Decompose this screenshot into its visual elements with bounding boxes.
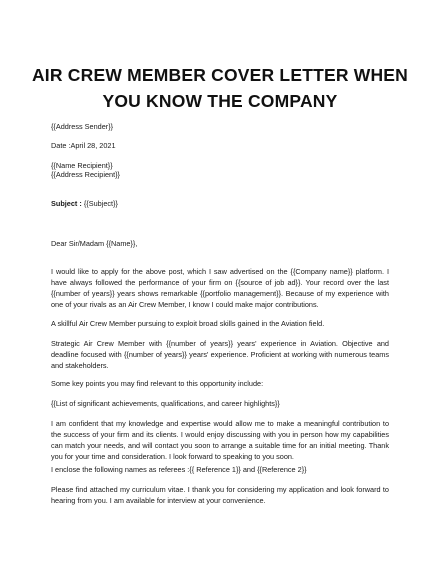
address-recipient: {{Address Recipient}} — [51, 170, 120, 179]
name-recipient: {{Name Recipient}} — [51, 161, 113, 170]
paragraph-key-points: Some key points you may find relevant to this opportunity include: — [51, 379, 264, 388]
paragraph-confidence: I am confident that my knowledge and expertise would allow me to make a meaningful contribution to the success of your firm and its clients. I would enjoy discussing with you in person how my capabilities can match your needs, and will contact you soon to arrange a suitable time for an initial meeting. Thank you for your time and consideration. I look forward to speaking to you soon. — [51, 419, 389, 461]
title-line-2: YOU KNOW THE COMPANY — [102, 91, 338, 111]
subject-value: {{Subject}} — [81, 199, 118, 208]
date-value: April 28, 2021 — [70, 141, 116, 150]
paragraph-closing: Please find attached my curriculum vitae. I thank you for considering my application and look forward to hearing from you. I am available for interview at your convenience. — [51, 485, 389, 505]
title-line-1: AIR CREW MEMBER COVER LETTER WHEN — [31, 65, 409, 85]
date-label: Date : — [51, 141, 71, 150]
date-line — [51, 141, 116, 150]
paragraph-referees: I enclose the following names as referees :{{ Reference 1}} and {{Reference 2}} — [51, 465, 307, 474]
subject-label: Subject : — [51, 199, 82, 208]
paragraph-skills: A skillful Air Crew Member pursuing to exploit broad skills gained in the Aviation field. — [51, 319, 325, 328]
address-sender: {{Address Sender}} — [51, 122, 114, 131]
salutation: Dear Sir/Madam {{Name}}, — [51, 239, 138, 248]
paragraph-intro: I would like to apply for the above post, which I saw advertised on the {{Company name}} platform. I have always followed the performance of your firm on {{source of job ad}}. Your record over the last {{number of years}} years shows remarkable {{portfolio management}}. Because of my experience with one of your rivals as an Air Crew Member, I know I could make major contributions. — [51, 267, 389, 309]
document-title — [30, 62, 410, 114]
paragraph-experience: Strategic Air Crew Member with {{number of years}} years' experience in Aviation. Objective and deadline focused with {{number of years}} years' experience. Proficient at working with numerous teams and stakeholders. — [51, 339, 389, 370]
subject-line — [51, 199, 118, 208]
paragraph-achievements: {{List of significant achievements, qualifications, and career highlights}} — [51, 399, 280, 408]
